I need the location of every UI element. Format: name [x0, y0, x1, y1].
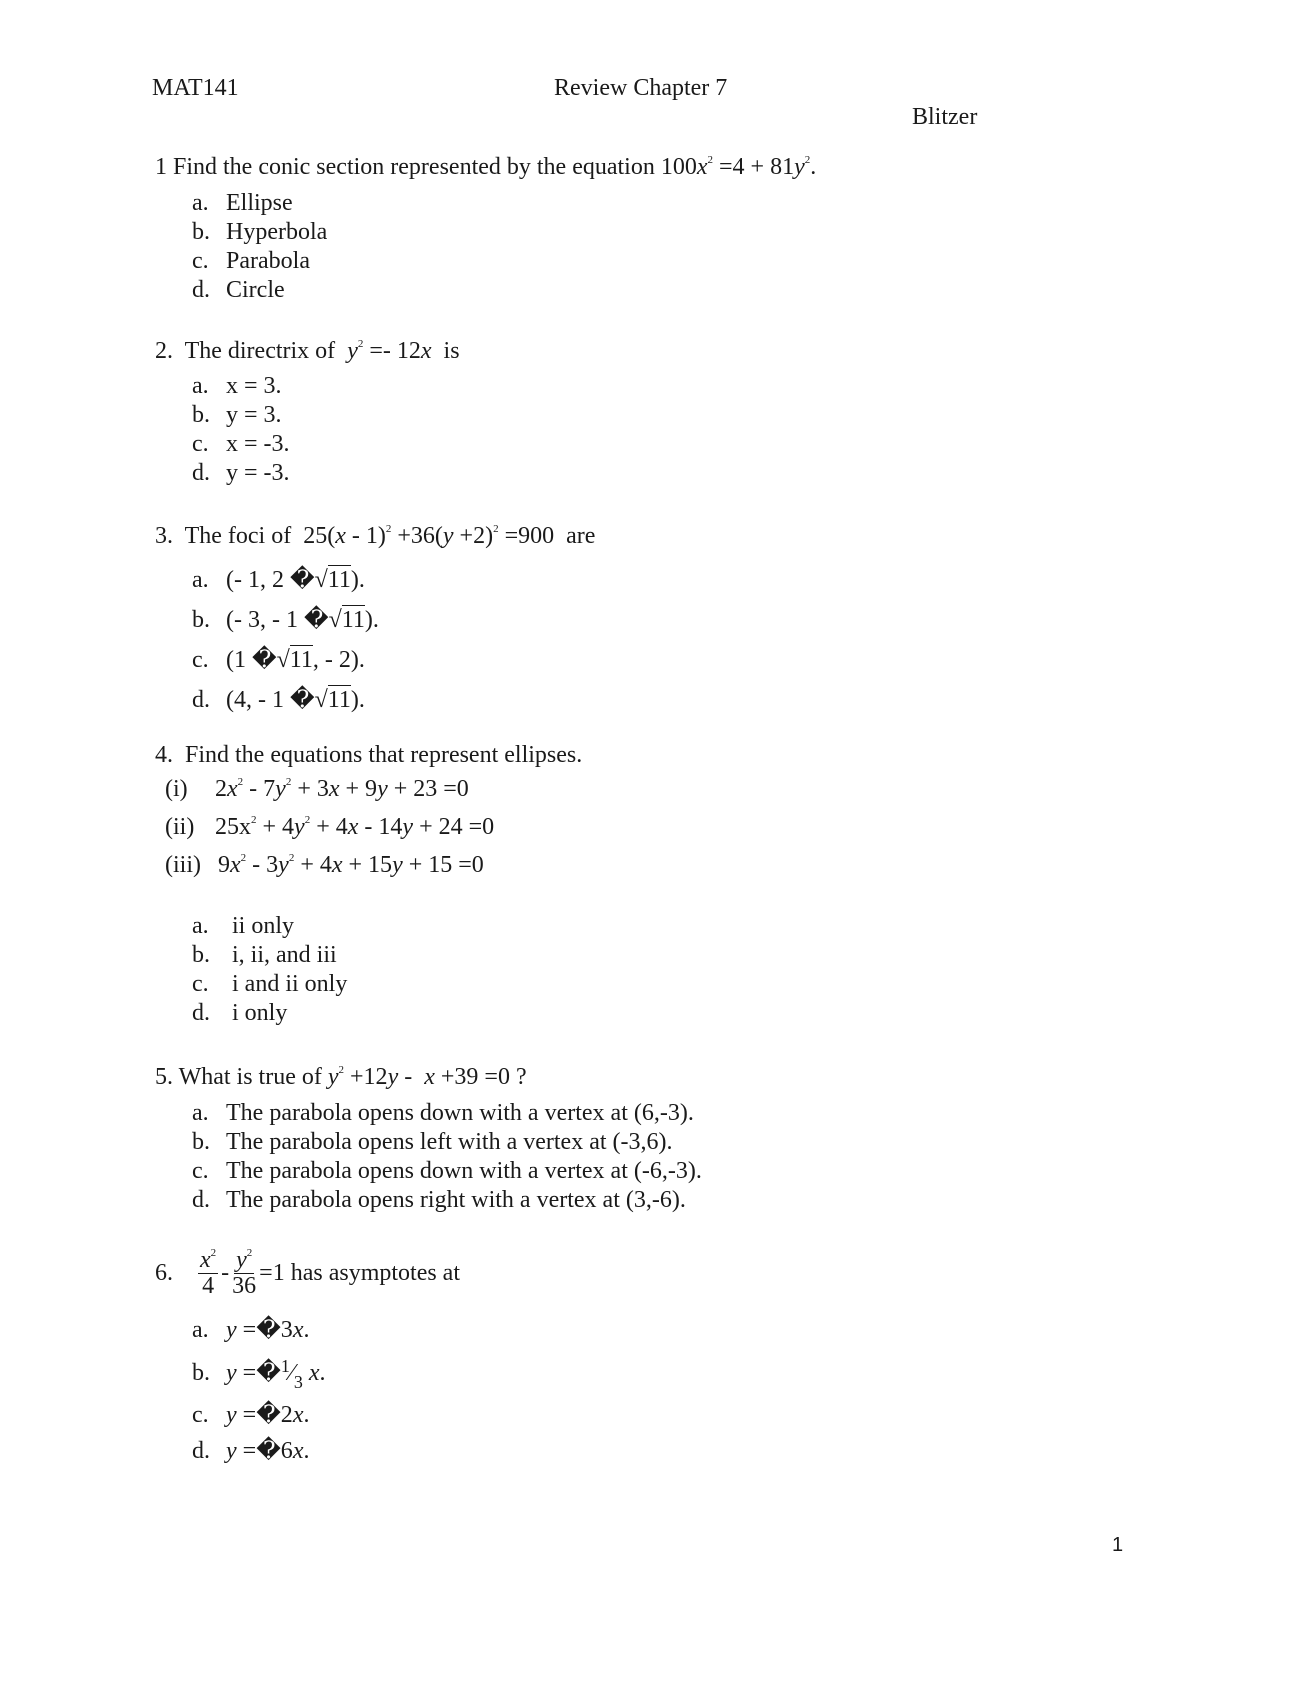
question-6-options — [192, 1312, 325, 1469]
equation-i: (i) $2x^2 - 7y^2 + 3x + 9y + 23 =0$ — [165, 776, 469, 802]
question-1-equation: $100x^2 =4 + 81y^2$. — [660, 154, 817, 180]
option-a[interactable]: a. (- 1, 2 �√11). — [192, 567, 365, 593]
equation-iii: (iii) $9x^2 - 3y^2 + 4x + 15y + 15 =0$ — [165, 852, 484, 878]
option-c[interactable]: c. Parabola — [192, 248, 310, 274]
option-a[interactable]: a. x = 3. — [192, 373, 282, 399]
question-3-options — [192, 560, 379, 720]
option-b[interactable]: b. i, ii, and iii — [192, 942, 337, 968]
option-c[interactable]: c. y =�2x. — [192, 1402, 310, 1428]
question-1-prompt: 1 Find the conic section represented by the equation — [155, 154, 661, 180]
question-3-prompt: The foci of — [184, 523, 292, 549]
option-b[interactable]: b. $y =�^1⁄_3$ x. — [192, 1356, 326, 1392]
option-a[interactable]: a. The parabola opens down with a vertex at (6,-3). — [192, 1100, 694, 1126]
option-b[interactable]: b. The parabola opens left with a vertex at (-3,6). — [192, 1129, 673, 1155]
question-3-equation: $25(x - 1)^2 +36(y +2)^2 =900$ — [303, 523, 555, 549]
option-b[interactable]: b. Hyperbola — [192, 219, 328, 245]
question-2-equation: $y^2 =- 12x$ — [347, 338, 432, 364]
question-3: 3. The foci of $25(x - 1)^2 +36(y +2)^2 =900$ are — [155, 523, 596, 549]
option-a[interactable]: a. ii only — [192, 913, 295, 939]
option-c[interactable]: c. (1 �√11, - 2). — [192, 647, 365, 673]
option-c[interactable]: c. i and ii only — [192, 971, 348, 997]
question-5-options — [192, 1099, 702, 1215]
question-6: 6. $\frac{x^2}{4}$ - $\frac{y^2}{36}$ =1 has asymptotes at — [155, 1247, 461, 1300]
option-d[interactable]: d. y =�6x. — [192, 1438, 310, 1464]
question-2: 2. The directrix of $y^2 =- 12x$ is — [155, 338, 460, 364]
question-5-equation: $y^2 +12y - x +39 =0$ ? — [327, 1064, 527, 1090]
question-1 — [155, 154, 816, 181]
option-d[interactable]: d. (4, - 1 �√11). — [192, 687, 365, 713]
option-b[interactable]: b. y = 3. — [192, 402, 282, 428]
question-4-prompt: Find the equations that represent ellipses. — [185, 742, 583, 768]
option-d[interactable]: d. i only — [192, 1000, 288, 1026]
option-d[interactable]: d. Circle — [192, 277, 285, 303]
equation-ii: (ii) $25x^2 + 4y^2 + 4x - 14y + 24 =0$ — [165, 814, 495, 840]
author-name: Blitzer — [912, 104, 978, 130]
question-1-options — [192, 189, 327, 305]
option-a[interactable]: a. y =�3x. — [192, 1317, 310, 1343]
question-2-options — [192, 372, 290, 488]
option-c[interactable]: c. x = -3. — [192, 431, 290, 457]
option-d[interactable]: d. y = -3. — [192, 460, 290, 486]
course-code: MAT141 — [152, 75, 239, 101]
option-d[interactable]: d. The parabola opens right with a vertex at (3,-6). — [192, 1187, 686, 1213]
question-5 — [155, 1064, 527, 1091]
question-2-prompt: The directrix of — [184, 338, 336, 364]
page-number: 1 — [1112, 1534, 1124, 1556]
question-4: 4. Find the equations that represent ellipses. — [155, 742, 583, 768]
page-title: Review Chapter 7 — [554, 75, 728, 101]
option-c[interactable]: c. The parabola opens down with a vertex at (-6,-3). — [192, 1158, 702, 1184]
option-b[interactable]: b. (- 3, - 1 �√11). — [192, 607, 379, 633]
question-4-options — [192, 912, 347, 1028]
question-5-prompt: 5. What is true of — [155, 1064, 322, 1090]
option-a[interactable]: a. Ellipse — [192, 190, 293, 216]
